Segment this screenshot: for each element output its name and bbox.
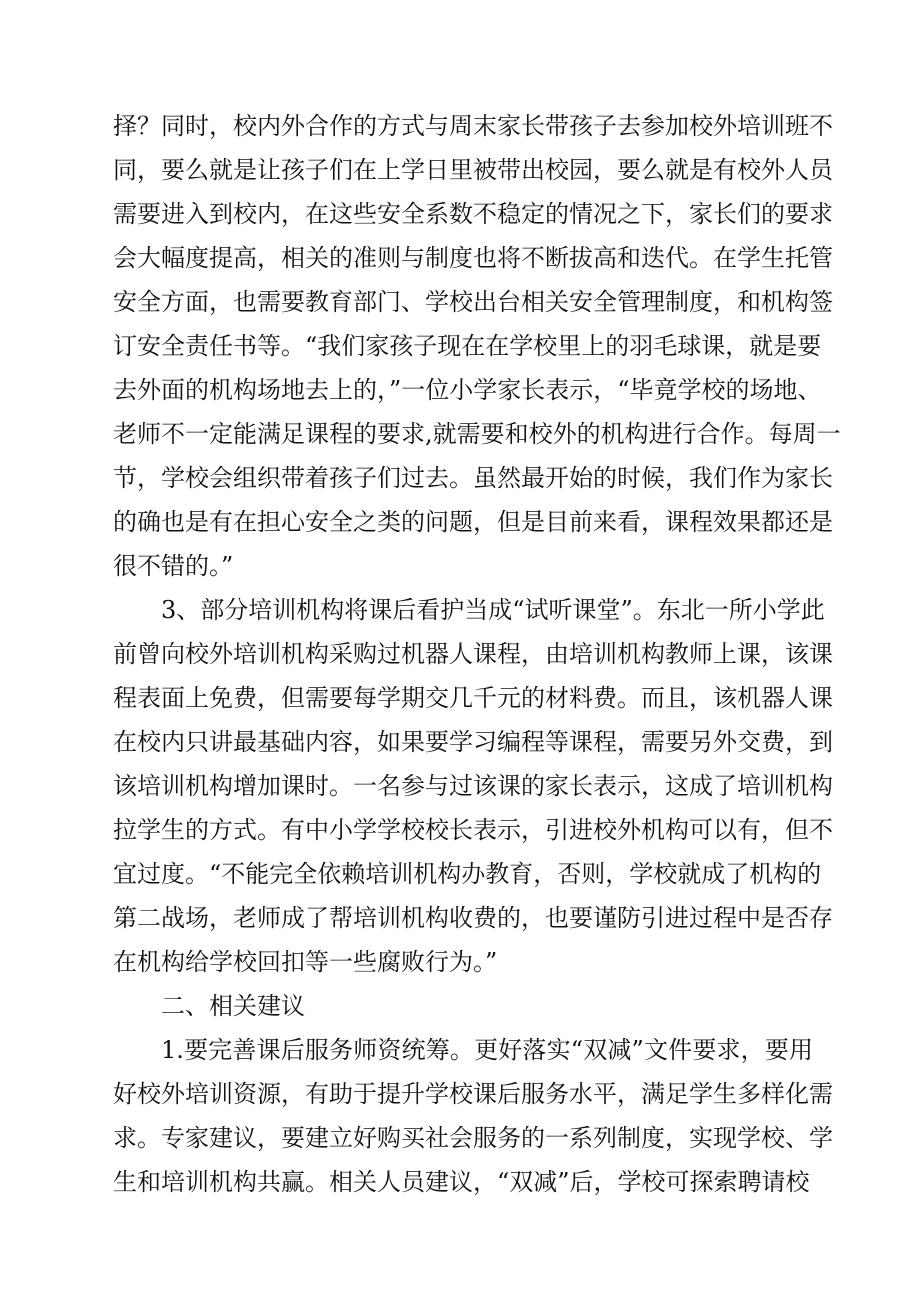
paragraph [113,984,813,1028]
text-line: 生和培训机构共赢。相关人员建议，“双减”后，学校可探索聘请校 [113,1168,810,1196]
text-line: 宜过度。“不能完全依赖培训机构办教育，否则，学校就成了机构的 [113,860,822,888]
text-line: 订安全责任书等。“我们家孩子现在在学校里上的羽毛球课，就是要 [113,332,822,360]
text-line: 会大幅度提高，相关的准则与制度也将不断拔高和迭代。在学生托管 [113,244,833,272]
text-line: 1.要完善课后服务师资统筹。更好落实“双减”文件要求，要用 [161,1036,813,1064]
paragraph [113,104,841,588]
paragraph [113,588,833,984]
text-line: 的确也是有在担心安全之类的问题，但是目前来看，课程效果都还是 [113,508,833,536]
text-line: 3、部分培训机构将课后看护当成“试听课堂”。东北一所小学此 [161,596,825,624]
text-line: 节，学校会组织带着孩子们过去。虽然最开始的时候，我们作为家长 [113,464,833,492]
text-line: 程表面上免费，但需要每学期交几千元的材料费。而且，该机器人课 [113,684,833,712]
text-line: 去外面的机构场地去上的，”一位小学家长表示，“毕竟学校的场地、 [113,376,822,404]
text-line: 安全方面，也需要教育部门、学校出台相关安全管理制度，和机构签 [113,288,833,316]
text-line: 在校内只讲最基础内容，如果要学习编程等课程，需要另外交费，到 [113,728,833,756]
text-line: 在机构给学校回扣等一些腐败行为。” [113,948,498,976]
text-line: 老师不一定能满足课程的要求,就需要和校外的机构进行合作。每周一 [113,420,841,448]
text-line: 很不错的。” [113,552,234,580]
text-line: 择？同时，校内外合作的方式与周末家长带孩子去参加校外培训班不 [113,112,833,140]
text-line: 好校外培训资源，有助于提升学校课后服务水平，满足学生多样化需 [113,1080,833,1108]
text-line: 二、相关建议 [161,992,305,1020]
text-line: 前曾向校外培训机构采购过机器人课程，由培训机构教师上课，该课 [113,640,833,668]
text-line: 需要进入到校内，在这些安全系数不稳定的情况之下，家长们的要求 [113,200,833,228]
document-body [113,104,841,1204]
paragraph [113,1028,833,1204]
text-line: 求。专家建议，要建立好购买社会服务的一系列制度，实现学校、学 [113,1124,833,1152]
text-line: 拉学生的方式。有中小学学校校长表示，引进校外机构可以有，但不 [113,816,833,844]
text-line: 该培训机构增加课时。一名参与过该课的家长表示，这成了培训机构 [113,772,833,800]
text-line: 同，要么就是让孩子们在上学日里被带出校园，要么就是有校外人员 [113,156,833,184]
text-line: 第二战场，老师成了帮培训机构收费的，也要谨防引进过程中是否存 [113,904,833,932]
